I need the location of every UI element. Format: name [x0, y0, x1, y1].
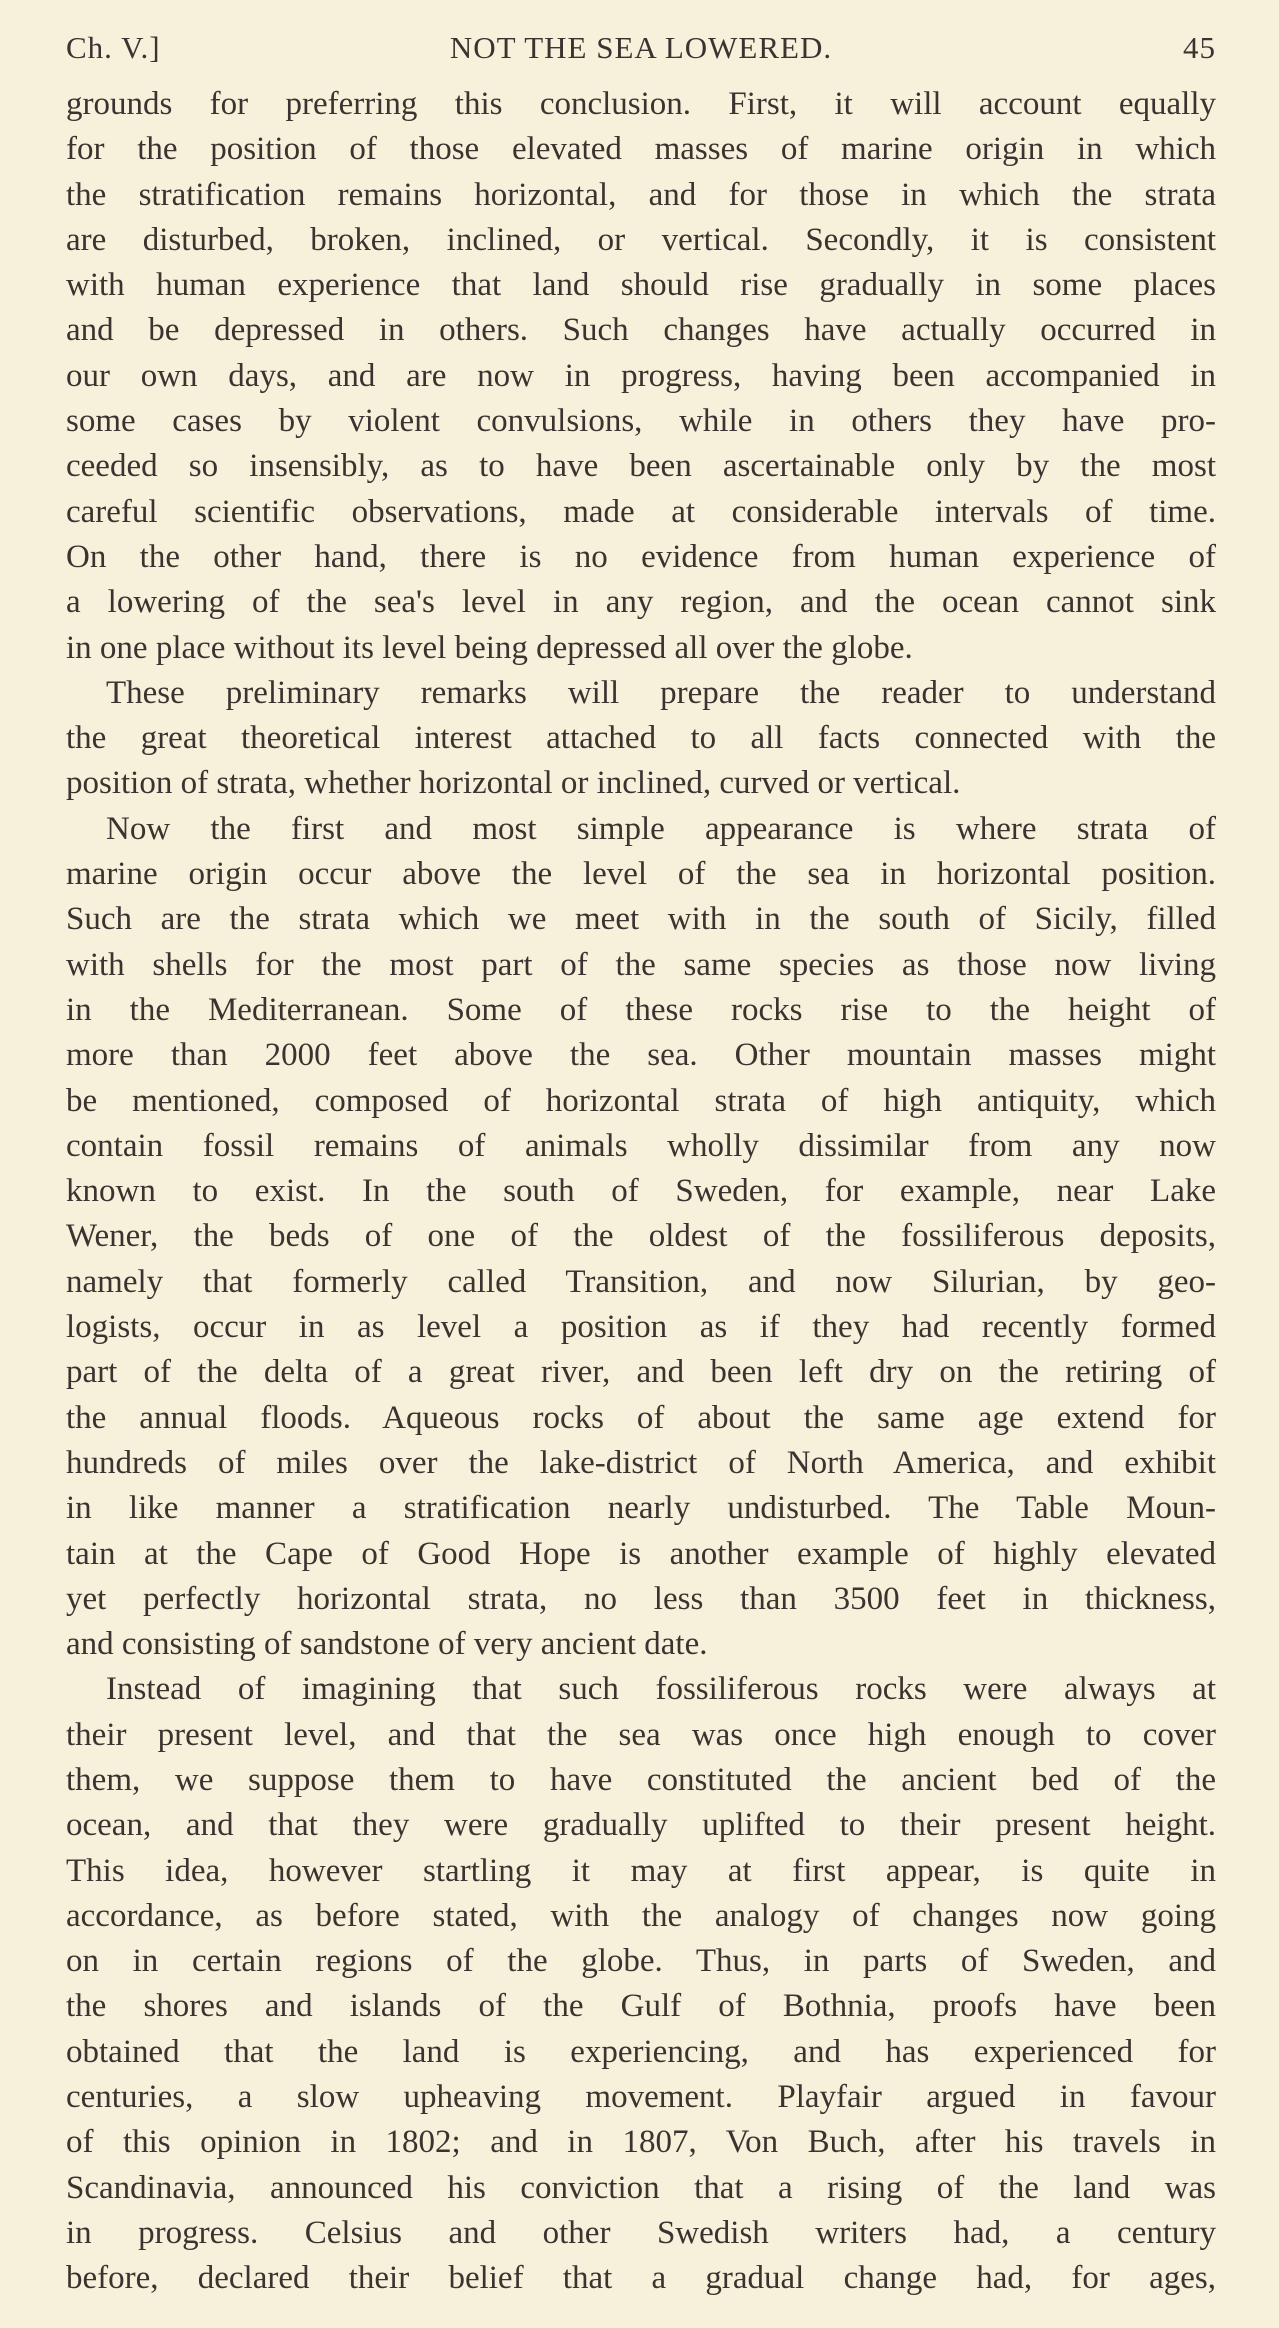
text-line: Instead of imagining that such fossiliferous rocks were always at [106, 1671, 1216, 1708]
text-line: on in certain regions of the globe. Thus, in parts of Sweden, and [66, 1943, 1216, 1980]
text-line: ceeded so insensibly, as to have been ascertainable only by the most [66, 448, 1216, 485]
text-line: Such are the strata which we meet with in the south of Sicily, filled [66, 901, 1216, 938]
text-line: grounds for preferring this conclusion. First, it will account equally [66, 86, 1216, 122]
body-text [66, 82, 1216, 2302]
text-line: the shores and islands of the Gulf of Bothnia, proofs have been [66, 1988, 1216, 2025]
text-line: for the position of those elevated masses of marine origin in which [66, 131, 1216, 168]
text-line: accordance, as before stated, with the analogy of changes now going [66, 1897, 1216, 1934]
text-line: centuries, a slow upheaving movement. Playfair argued in favour [66, 2079, 1216, 2116]
text-line: and consisting of sandstone of very ancient date. [66, 1626, 708, 1663]
text-line: part of the delta of a great river, and been left dry on the retiring of [66, 1354, 1216, 1391]
text-line: the great theoretical interest attached to all facts connected with the [66, 720, 1216, 757]
text-line: more than 2000 feet above the sea. Other mountain masses might [66, 1037, 1216, 1074]
text-line: These preliminary remarks will prepare the reader to understand [106, 674, 1216, 711]
text-line: marine origin occur above the level of the sea in horizontal position. [66, 856, 1216, 893]
text-line: their present level, and that the sea was once high enough to cover [66, 1716, 1216, 1753]
running-title: NOT THE SEA LOWERED. [449, 30, 833, 65]
text-line: in the Mediterranean. Some of these rocks rise to the height of [66, 991, 1216, 1028]
text-line: before, declared their belief that a gradual change had, for ages, [66, 2260, 1216, 2297]
text-line: in progress. Celsius and other Swedish writers had, a century [66, 2214, 1216, 2251]
text-line: with human experience that land should rise gradually in some places [66, 267, 1216, 304]
text-line: our own days, and are now in progress, having been accompanied in [66, 357, 1216, 394]
text-line: This idea, however startling it may at first appear, is quite in [66, 1852, 1216, 1889]
text-line: in one place without its level being depressed all over the globe. [66, 629, 913, 666]
text-line: a lowering of the sea's level in any region, and the ocean cannot sink [66, 584, 1216, 621]
text-line: Scandinavia, announced his conviction that a rising of the land was [66, 2169, 1216, 2206]
text-line: Wener, the beds of one of the oldest of the fossiliferous deposits, [66, 1218, 1216, 1255]
text-line: position of strata, whether horizontal or inclined, curved or vertical. [66, 765, 961, 802]
text-line: and be depressed in others. Such changes have actually occurred in [66, 312, 1216, 349]
text-line: namely that formerly called Transition, and now Silurian, by geo- [66, 1263, 1216, 1300]
text-line: known to exist. In the south of Sweden, for example, near Lake [66, 1173, 1216, 1210]
text-line: Now the first and most simple appearance is where strata of [106, 810, 1216, 847]
text-line: with shells for the most part of the same species as those now living [66, 946, 1216, 983]
text-line: them, we suppose them to have constituted the ancient bed of the [66, 1761, 1216, 1798]
text-line: be mentioned, composed of horizontal strata of high antiquity, which [66, 1082, 1216, 1119]
chapter-label: Ch. V.] [66, 30, 161, 65]
text-line: some cases by violent convulsions, while in others they have pro- [66, 403, 1216, 440]
text-line: logists, occur in as level a position as if they had recently formed [66, 1309, 1216, 1346]
text-line: On the other hand, there is no evidence from human experience of [66, 538, 1216, 575]
text-line: careful scientific observations, made at considerable intervals of time. [66, 493, 1216, 530]
text-line: of this opinion in 1802; and in 1807, Von Buch, after his travels in [66, 2124, 1216, 2161]
text-line: the annual floods. Aqueous rocks of about the same age extend for [66, 1399, 1216, 1436]
text-line: contain fossil remains of animals wholly dissimilar from any now [66, 1127, 1216, 1164]
text-line: yet perfectly horizontal strata, no less than 3500 feet in thickness, [66, 1580, 1216, 1617]
text-line: are disturbed, broken, inclined, or vertical. Secondly, it is consistent [66, 221, 1216, 258]
text-line: the stratification remains horizontal, and for those in which the strata [66, 176, 1216, 213]
page-number: 45 [1183, 30, 1216, 65]
text-line: hundreds of miles over the lake-district of North America, and exhibit [66, 1444, 1216, 1481]
text-line: in like manner a stratification nearly undisturbed. The Table Moun- [66, 1490, 1216, 1527]
text-line: ocean, and that they were gradually uplifted to their present height. [66, 1807, 1216, 1844]
text-line: tain at the Cape of Good Hope is another example of highly elevated [66, 1535, 1216, 1572]
text-line: obtained that the land is experiencing, and has experienced for [66, 2033, 1216, 2070]
running-header [66, 30, 1216, 75]
